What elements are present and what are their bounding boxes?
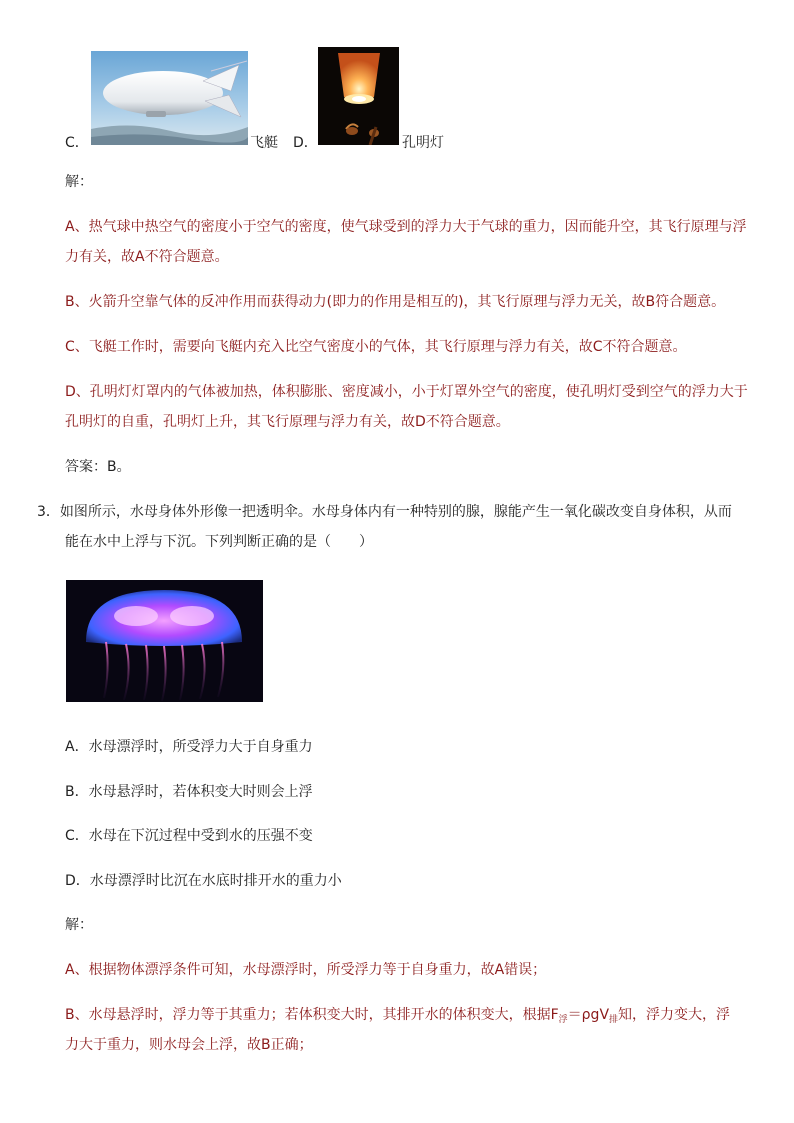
solution-3-b-line1: [65, 1005, 730, 1030]
option-a[interactable]: A．水母漂浮时，所受浮力大于自身重力: [65, 739, 313, 755]
solution-c: C、飞艇工作时，需要向飞艇内充入比空气密度小的气体，其飞行原理与浮力有关，故C不符合题意。: [65, 339, 687, 355]
option-d[interactable]: D．水母漂浮时比沉在水底时排开水的重力小: [65, 873, 342, 889]
solution-label: 解：: [65, 174, 93, 190]
option-d-letter: D．: [293, 135, 318, 151]
answer: 答案：B。: [65, 459, 131, 475]
option-c-caption: 飞艇: [250, 135, 278, 151]
solution-a-line1: A、热气球中热空气的密度小于空气的密度，使气球受到的浮力大于气球的重力，因而能升空，其飞行原理与浮: [65, 219, 747, 235]
solution-3-b-pre: B、水母悬浮时，浮力等于其重力；若体积变大时，其排开水的体积变大，根据F: [65, 1007, 559, 1023]
solution-d-line2: 孔明灯的自重，孔明灯上升，其飞行原理与浮力有关，故D不符合题意。: [65, 414, 510, 430]
solution-3-label: 解：: [65, 917, 93, 933]
option-c[interactable]: C．水母在下沉过程中受到水的压强不变: [65, 828, 313, 844]
subscript-buoyancy: 浮: [558, 1015, 568, 1025]
subscript-displaced: 排: [609, 1015, 619, 1025]
solution-3-b-formula: ＝ρgV: [567, 1007, 610, 1023]
sky-lantern-image: [318, 47, 399, 145]
solution-d-line1: D、孔明灯灯罩内的气体被加热，体积膨胀、密度减小，小于灯罩外空气的密度，使孔明灯受到空气的浮力大于: [65, 384, 748, 400]
solution-3-a: A、根据物体漂浮条件可知，水母漂浮时，所受浮力等于自身重力，故A错误；: [65, 962, 547, 978]
solution-3-b-post: 知，浮力变大，浮: [618, 1007, 731, 1023]
question-3-line2: 能在水中上浮与下沉。下列判断正确的是（ ）: [65, 534, 373, 550]
solution-3-b-line2: 力大于重力，则水母会上浮，故B正确；: [65, 1037, 313, 1053]
option-b[interactable]: B．水母悬浮时，若体积变大时则会上浮: [65, 784, 313, 800]
airship-image: [91, 51, 248, 145]
solution-a-line2: 力有关，故A不符合题意。: [65, 249, 229, 265]
solution-b: B、火箭升空靠气体的反冲作用而获得动力(即力的作用是相互的)，其飞行原理与浮力无关，故B符合题意。: [65, 294, 726, 310]
option-d-caption: 孔明灯: [402, 135, 444, 151]
option-c-letter: C．: [65, 135, 89, 151]
jellyfish-image: [66, 580, 263, 702]
question-3-line1: 3．如图所示，水母身体外形像一把透明伞。水母身体内有一种特别的腺，腺能产生一氧化碳改变自身体积，从而: [37, 504, 732, 520]
